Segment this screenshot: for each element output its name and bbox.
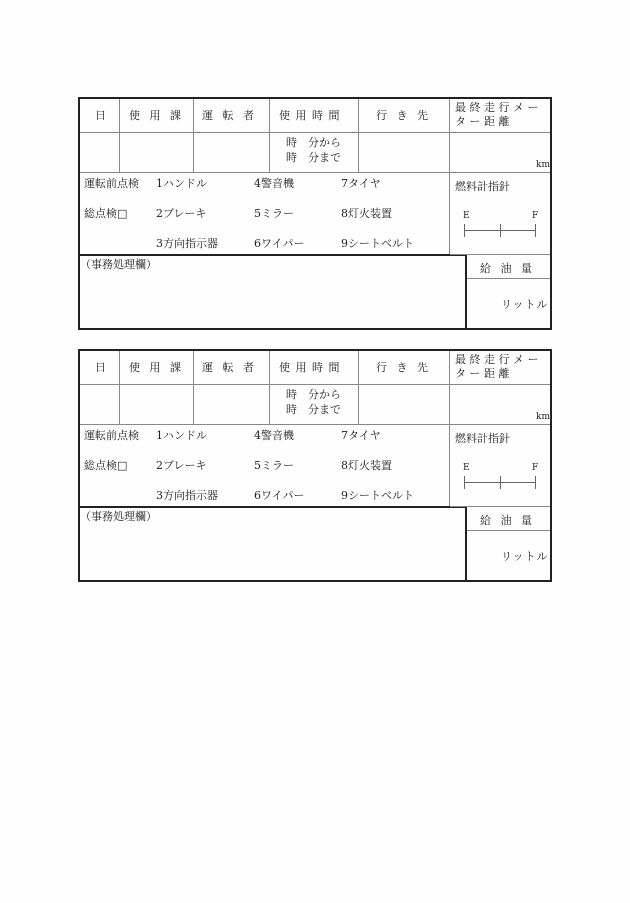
- check-item-turn-signal: 3方向指示器: [156, 489, 218, 502]
- office-notes-area[interactable]: [80, 271, 465, 329]
- refuel-unit: リットル: [501, 298, 549, 311]
- check-item-wiper: 6ワイパー: [254, 237, 305, 250]
- divider: [450, 506, 550, 507]
- divider: [467, 278, 550, 279]
- header-department: 使 用 課: [129, 361, 184, 374]
- fuel-gauge-label: 燃料計指針: [455, 432, 510, 445]
- vehicle-log-form-2: [78, 349, 552, 582]
- fuel-gauge-label: 燃料計指針: [455, 180, 510, 193]
- fuel-empty-label: E: [463, 211, 470, 221]
- divider: [465, 254, 467, 330]
- check-item-lights: 8灯火装置: [341, 459, 392, 472]
- fuel-full-label: F: [532, 463, 539, 473]
- divider: [269, 351, 270, 424]
- divider: [193, 351, 194, 424]
- check-item-turn-signal: 3方向指示器: [156, 237, 218, 250]
- check-item-handle: 1ハンドル: [156, 177, 207, 190]
- pre-drive-check-label: 運転前点検: [84, 429, 139, 442]
- check-item-mirror: 5ミラー: [254, 459, 294, 472]
- header-driver: 運 転 者: [202, 109, 257, 122]
- fuel-full-label: F: [532, 211, 539, 221]
- header-driver: 運 転 者: [202, 361, 257, 374]
- time-from: 時 分から: [286, 136, 341, 149]
- header-department: 使 用 課: [129, 109, 184, 122]
- divider: [467, 530, 550, 531]
- header-odometer-2: タ ー 距 離: [455, 115, 510, 128]
- header-odometer-2: タ ー 距 離: [455, 367, 510, 380]
- time-to: 時 分まで: [286, 403, 341, 416]
- divider: [358, 351, 359, 424]
- divider: [80, 132, 550, 133]
- check-item-seatbelt: 9シートベルト: [341, 237, 414, 250]
- check-item-horn: 4警音機: [254, 177, 294, 190]
- check-item-horn: 4警音機: [254, 429, 294, 442]
- check-item-brake: 2ブレーキ: [156, 207, 207, 220]
- refuel-label: 給 油 量: [480, 262, 535, 275]
- check-item-handle: 1ハンドル: [156, 429, 207, 442]
- header-destination: 行 き 先: [376, 361, 431, 374]
- header-usage-time: 使 用 時 間: [279, 109, 341, 122]
- check-item-brake: 2ブレーキ: [156, 459, 207, 472]
- check-item-lights: 8灯火装置: [341, 207, 392, 220]
- check-item-tire: 7タイヤ: [341, 177, 381, 190]
- office-notes-label: （事務処理欄）: [80, 510, 157, 523]
- divider: [269, 99, 270, 172]
- divider: [80, 384, 550, 385]
- km-unit: km: [536, 412, 550, 422]
- divider: [449, 351, 450, 507]
- header-odometer-1: 最 終 走 行 メ ー: [455, 353, 539, 366]
- divider: [193, 99, 194, 172]
- check-item-mirror: 5ミラー: [254, 207, 294, 220]
- check-item-seatbelt: 9シートベルト: [341, 489, 414, 502]
- divider: [80, 172, 450, 173]
- overall-check-checkbox[interactable]: 総点検□: [84, 207, 128, 220]
- vehicle-log-form-1: [78, 97, 552, 330]
- header-usage-time: 使 用 時 間: [279, 361, 341, 374]
- header-destination: 行 き 先: [376, 109, 431, 122]
- check-item-tire: 7タイヤ: [341, 429, 381, 442]
- divider: [80, 424, 450, 425]
- pre-drive-check-label: 運転前点検: [84, 177, 139, 190]
- check-item-wiper: 6ワイパー: [254, 489, 305, 502]
- refuel-label: 給 油 量: [480, 514, 535, 527]
- divider: [119, 351, 120, 424]
- divider: [465, 506, 467, 582]
- header-day: 日: [95, 109, 106, 122]
- divider: [80, 506, 466, 508]
- divider: [450, 254, 550, 255]
- divider: [450, 172, 550, 173]
- time-to: 時 分まで: [286, 151, 341, 164]
- divider: [450, 424, 550, 425]
- time-from: 時 分から: [286, 388, 341, 401]
- overall-check-checkbox[interactable]: 総点検□: [84, 459, 128, 472]
- office-notes-area[interactable]: [80, 523, 465, 581]
- divider: [358, 99, 359, 172]
- km-unit: km: [536, 160, 550, 170]
- office-notes-label: （事務処理欄）: [80, 258, 157, 271]
- fuel-empty-label: E: [463, 463, 470, 473]
- refuel-unit: リットル: [501, 550, 549, 563]
- divider: [119, 99, 120, 172]
- divider: [449, 99, 450, 255]
- header-day: 日: [95, 361, 106, 374]
- header-odometer-1: 最 終 走 行 メ ー: [455, 101, 539, 114]
- divider: [80, 254, 466, 256]
